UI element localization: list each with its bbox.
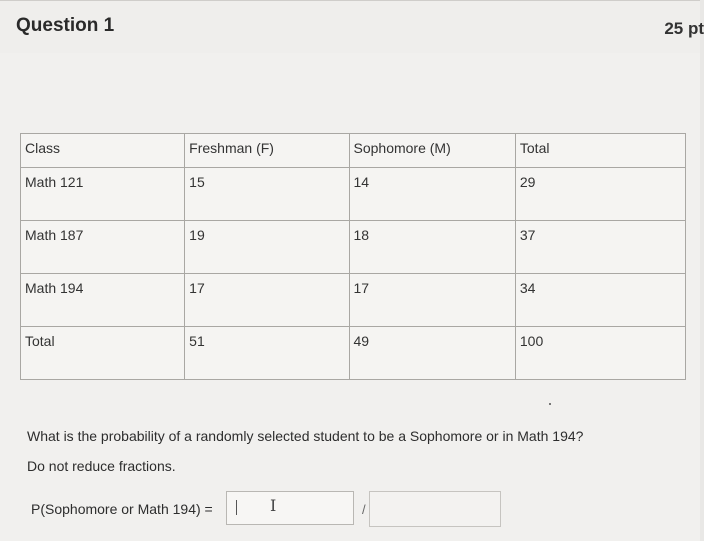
table-cell: 49 xyxy=(349,327,515,380)
table-header-cell: Total xyxy=(515,134,685,168)
fraction-separator: / xyxy=(362,502,366,517)
table-cell: Math 121 xyxy=(21,168,185,221)
table-header-row xyxy=(21,134,686,168)
table-cell: 34 xyxy=(515,274,685,327)
table-cell: Total xyxy=(21,327,185,380)
table-row xyxy=(21,327,686,380)
table-row xyxy=(21,168,686,221)
numerator-input[interactable] xyxy=(226,491,354,525)
table-row xyxy=(21,274,686,327)
table-cell: 100 xyxy=(515,327,685,380)
table-cell: 17 xyxy=(185,274,349,327)
table-cell: 14 xyxy=(349,168,515,221)
table-cell: 19 xyxy=(185,221,349,274)
table-cell: Math 194 xyxy=(21,274,185,327)
table-cell: 37 xyxy=(515,221,685,274)
table-header-cell: Sophomore (M) xyxy=(349,134,515,168)
instruction-note: Do not reduce fractions. xyxy=(27,458,176,474)
table-cell: 29 xyxy=(515,168,685,221)
question-body xyxy=(0,53,700,541)
stray-dot xyxy=(549,403,551,405)
table-cell: 18 xyxy=(349,221,515,274)
table-header-cell: Freshman (F) xyxy=(185,134,349,168)
table-cell: 15 xyxy=(185,168,349,221)
question-header xyxy=(0,0,704,54)
table-cell: 17 xyxy=(349,274,515,327)
answer-label: P(Sophomore or Math 194) = xyxy=(31,501,213,517)
text-caret xyxy=(236,500,237,515)
points-label: 25 pt xyxy=(664,19,704,38)
question-title: Question 1 xyxy=(16,15,115,36)
table-cell: Math 187 xyxy=(21,221,185,274)
table-cell: 51 xyxy=(185,327,349,380)
denominator-input[interactable] xyxy=(369,491,501,527)
data-table xyxy=(20,133,686,380)
ibeam-cursor-icon: I xyxy=(270,496,277,515)
table-header-cell: Class xyxy=(21,134,185,168)
question-text: What is the probability of a randomly selected student to be a Sophomore or in Math 194? xyxy=(27,428,584,444)
table-row xyxy=(21,221,686,274)
